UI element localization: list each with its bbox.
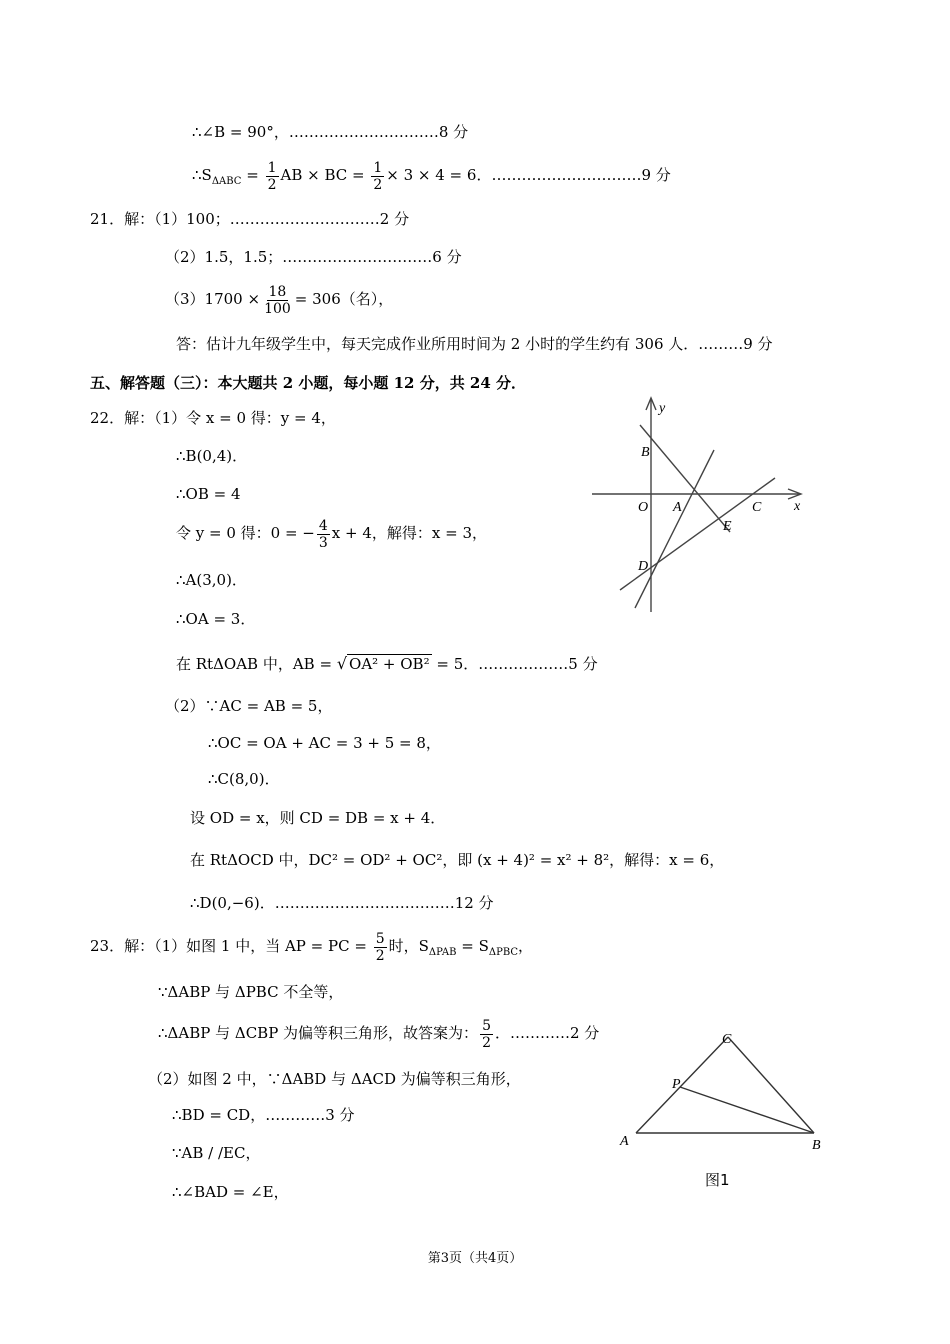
subscript: ΔABC [211, 176, 242, 187]
text: 时，S [388, 937, 429, 955]
q22-point-c: ∴C(8,0)． [208, 770, 280, 788]
q23-part1 [90, 929, 533, 970]
q22-point-a: ∴A(3,0)． [176, 571, 247, 589]
label-b: B [641, 445, 650, 460]
q22-y0 [176, 516, 487, 551]
label-c: C [722, 1032, 732, 1047]
q22-point-b: ∴B(0,4)． [176, 447, 248, 465]
text: = 306（名）， [294, 290, 394, 308]
numerator: 1 [373, 159, 383, 176]
q22-part1: 22．解：（1）令 x = 0 得：y = 4， [90, 409, 336, 427]
fraction [480, 1018, 493, 1051]
q22-oc: ∴OC = OA + AC = 3 + 5 = 8， [208, 734, 441, 752]
q22-rt-oab [176, 654, 598, 674]
denominator: 100 [264, 300, 291, 317]
subscript: ΔPBC [488, 947, 519, 958]
figure-1 [610, 1025, 840, 1200]
line-area-abc [192, 158, 671, 199]
text: ．…………2 分 [494, 1024, 600, 1042]
numerator: 18 [268, 283, 287, 300]
fraction [262, 284, 293, 317]
q23-ab-parallel: ∵AB / /EC， [172, 1144, 261, 1162]
fraction [266, 160, 279, 193]
denominator: 2 [375, 947, 385, 964]
text: = [241, 166, 264, 184]
q21-part2: （2）1.5，1.5；…………………………6 分 [165, 248, 462, 266]
denominator: 2 [373, 176, 383, 193]
text: × 3 × 4 = 6．…………………………9 分 [386, 166, 671, 184]
text: = 5．………………5 分 [431, 655, 598, 673]
q22-point-d: ∴D(0,−6)．………………………………12 分 [190, 894, 494, 912]
line-ba [640, 425, 730, 532]
label-x: x [794, 499, 801, 514]
label-e: E [723, 519, 732, 534]
text: x + 4，解得：x = 3， [331, 524, 488, 542]
denominator: 2 [482, 1034, 491, 1051]
q23-not-congruent: ∵ΔABP 与 ΔPBC 不全等， [158, 983, 344, 1001]
text: AB × BC = [280, 166, 370, 184]
text: （3）1700 × [165, 290, 261, 308]
caption: 图1 [705, 1171, 730, 1189]
label-y: y [659, 401, 666, 416]
section-5-heading: 五、解答题（三）：本大题共 2 小题，每小题 12 分，共 24 分． [90, 374, 527, 392]
text: = S [456, 937, 489, 955]
denominator: 2 [267, 176, 277, 193]
q22-ob: ∴OB = 4 [176, 485, 241, 503]
line-angle-b: ∴∠B = 90°，…………………………8 分 [192, 123, 469, 141]
sqrt-sign: √ [336, 654, 348, 673]
q22-od: 设 OD = x，则 CD = DB = x + 4． [190, 809, 446, 827]
label-b: B [812, 1138, 821, 1153]
sqrt-content: OA² + OB² [349, 655, 430, 673]
numerator: 5 [375, 930, 385, 947]
label-d: D [638, 559, 649, 574]
line-da [635, 450, 714, 608]
label-a: A [673, 500, 682, 515]
page-footer: 第3页（共4页） [427, 1251, 523, 1266]
label-a: A [620, 1134, 629, 1149]
fraction [371, 160, 384, 193]
numerator: 4 [318, 517, 328, 534]
q23-angle: ∴∠BAD = ∠E， [172, 1183, 289, 1201]
text: 23．解：（1）如图 1 中，当 AP = PC = [90, 937, 372, 955]
fraction [317, 518, 330, 551]
q22-part2: （2）∵AC = AB = 5， [165, 697, 333, 715]
text: ∴ΔABP 与 ΔCBP 为偏等积三角形，故答案为： [158, 1024, 479, 1042]
text: 在 RtΔOAB 中，AB = [176, 655, 337, 673]
q22-rt-ocd: 在 RtΔOCD 中，DC² = OD² + OC²，即 (x + 4)² = x² + 8²，解得：x = 6， [190, 851, 725, 869]
text: 令 y = 0 得：0 = − [176, 524, 315, 542]
q21-answer: 答：估计九年级学生中，每天完成作业所用时间为 2 小时的学生约有 306 人．………9 分 [176, 335, 773, 353]
q23-part2: （2）如图 2 中，∵ΔABD 与 ΔACD 为偏等积三角形， [148, 1070, 521, 1088]
q21-part3 [165, 282, 393, 317]
text: ∴S [192, 166, 212, 184]
q21-part1: 21．解：（1）100；…………………………2 分 [90, 210, 410, 228]
text: ， [518, 937, 534, 955]
numerator: 5 [482, 1017, 491, 1034]
q23-answer [158, 1016, 599, 1051]
subscript: ΔPAB [428, 947, 457, 958]
fraction [374, 931, 387, 964]
q23-bd-cd: ∴BD = CD，…………3 分 [172, 1106, 355, 1124]
label-p: P [672, 1077, 681, 1092]
numerator: 1 [267, 159, 277, 176]
label-c: C [752, 500, 762, 515]
side-ac [636, 1037, 728, 1133]
denominator: 3 [318, 534, 328, 551]
label-o: O [638, 500, 649, 515]
coordinate-figure [580, 390, 820, 620]
q22-oa: ∴OA = 3． [176, 610, 256, 628]
